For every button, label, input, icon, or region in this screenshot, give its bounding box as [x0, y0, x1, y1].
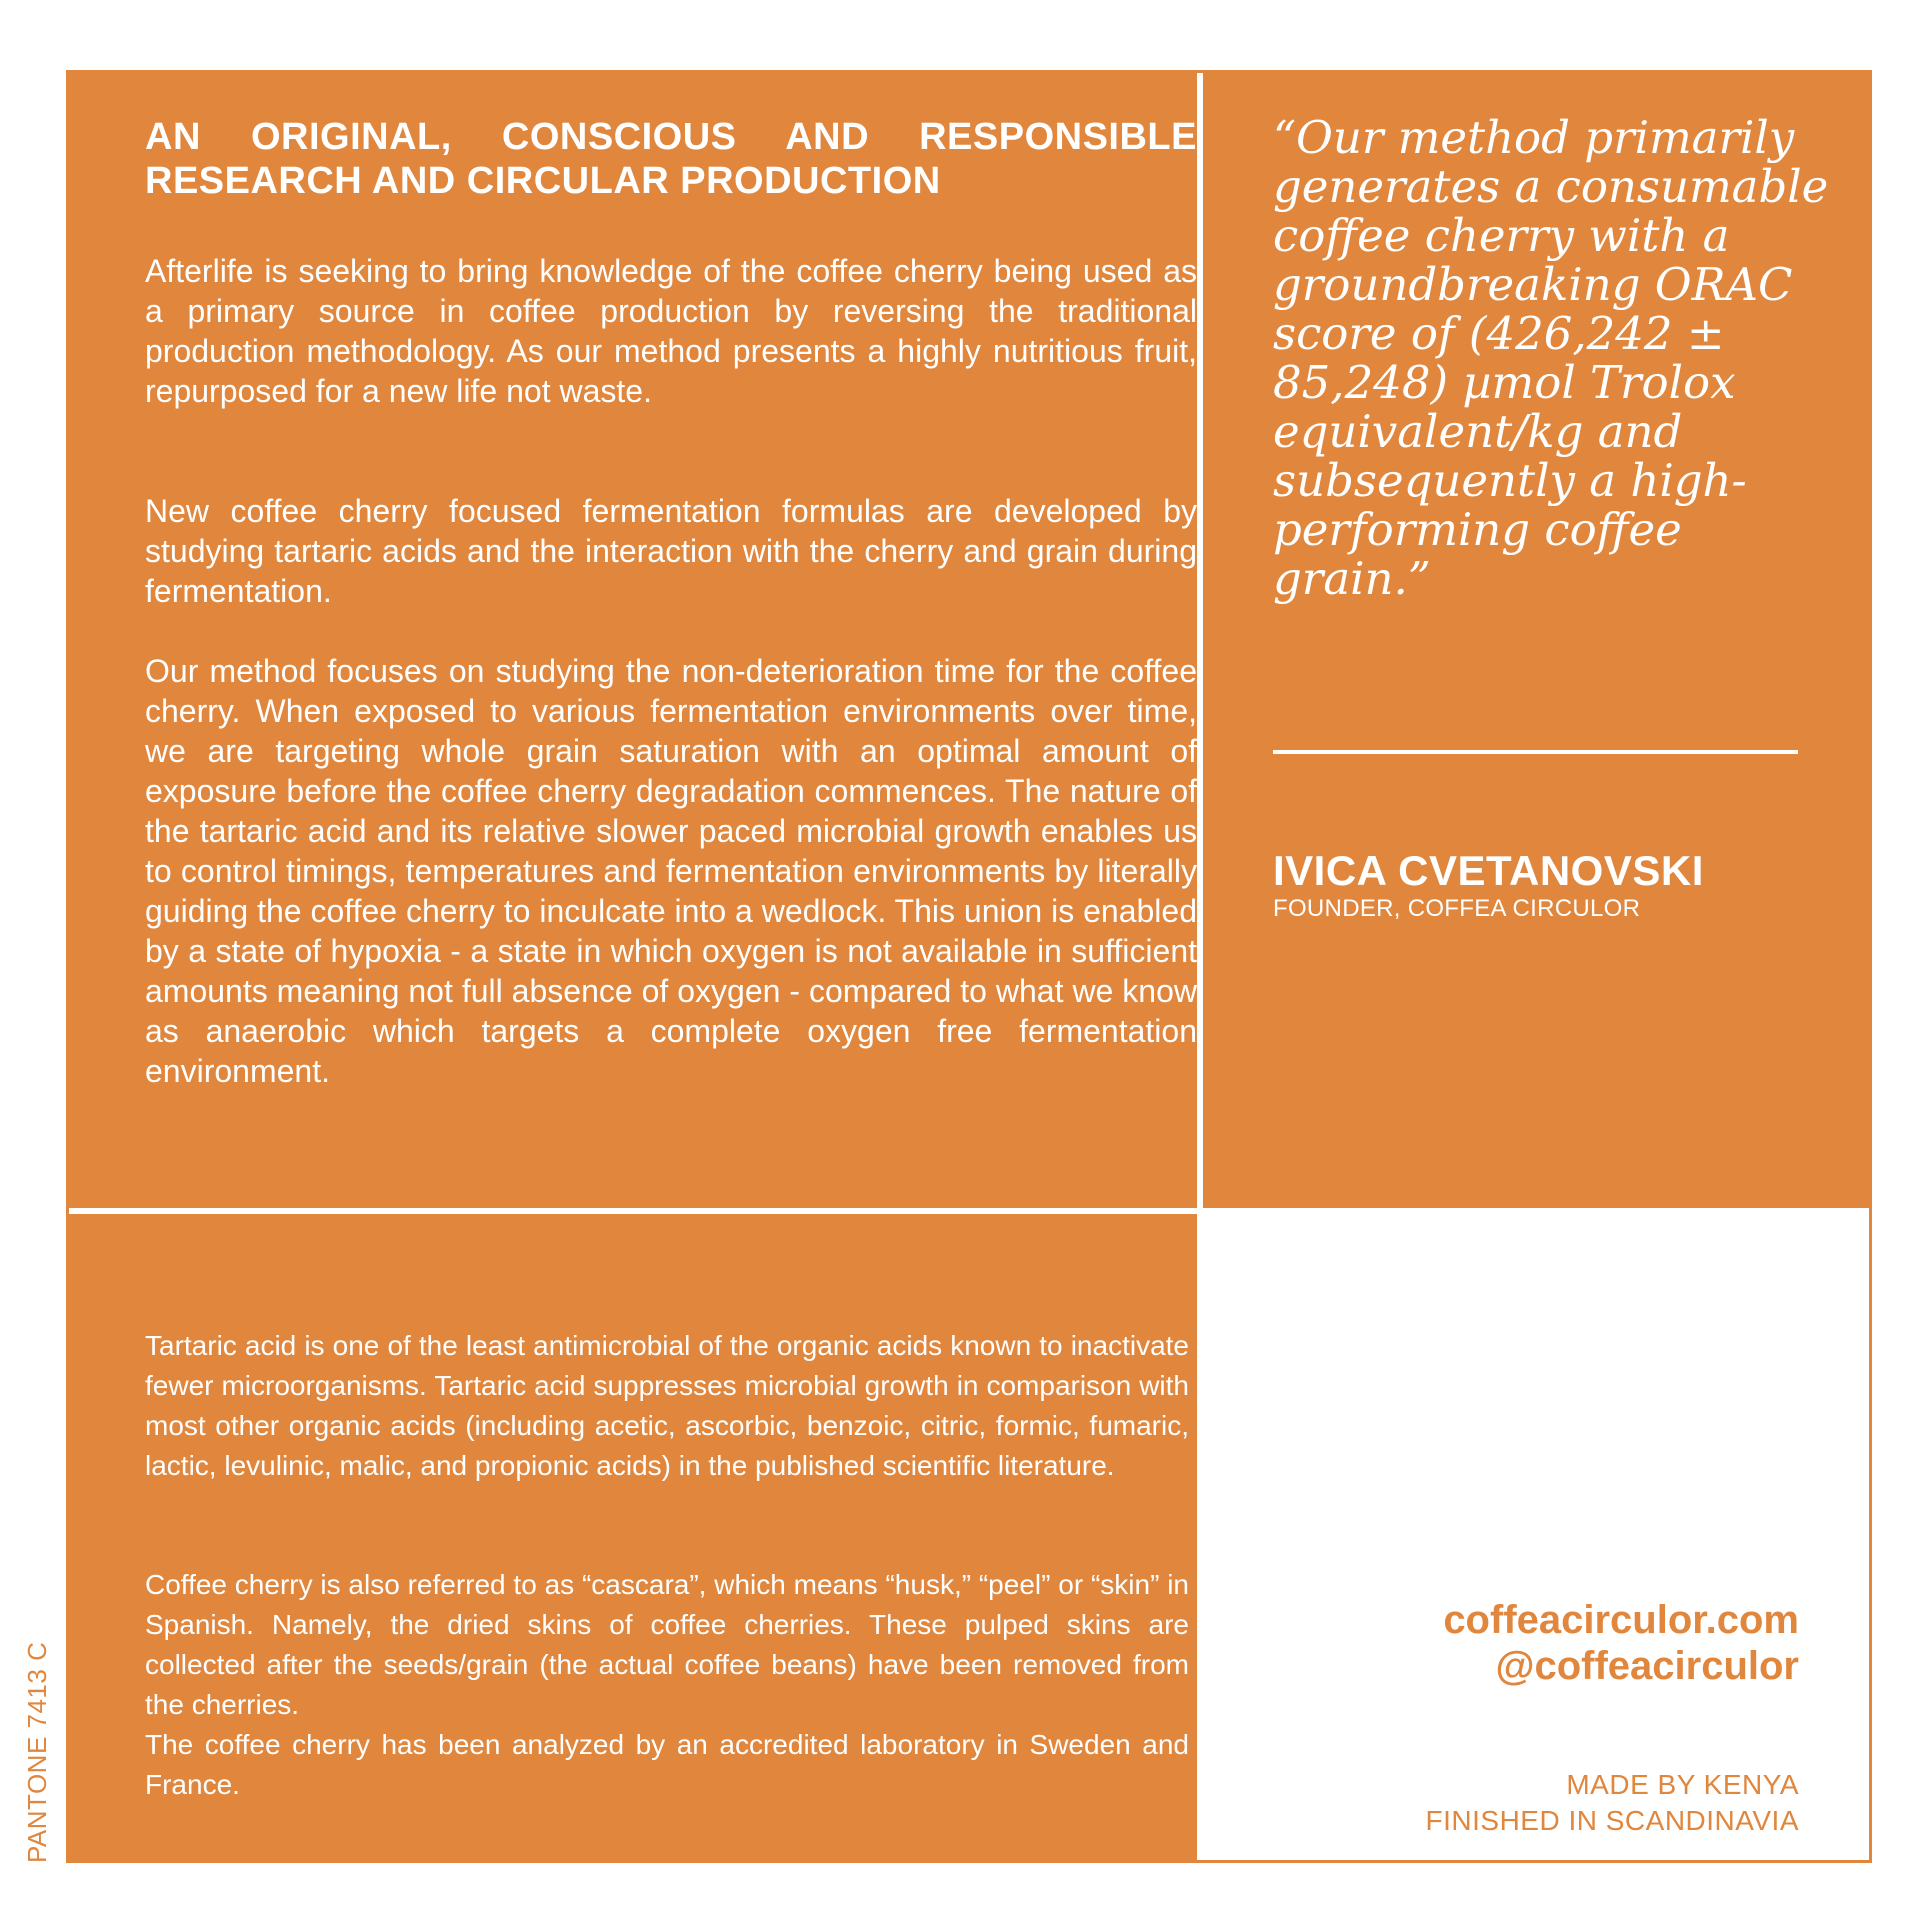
quote-author-role: FOUNDER, COFFEA CIRCULOR — [1273, 895, 1641, 922]
quote-divider — [1273, 750, 1798, 754]
paragraph-method: Our method focuses on studying the non-deterioration time for the coffee cherry. When exposed to various fermentation environments over time, we are targeting whole grain saturation with an optimal amount of exposure before the coffee cherry degradation commences. The nature of the tartaric acid and its relative slower paced microbial growth enables us to control timings, temperatures and fermentation environments by literally guiding the coffee cherry to inculcate into a wedlock. This union is enabled by a state of hypoxia - a state in which oxygen is not available in sufficient amounts meaning not full absence of oxygen - compared to what we know as anaerobic which targets a complete oxygen free fermentation environment. — [145, 653, 1197, 1089]
quote-author: IVICA CVETANOVSKI — [1273, 847, 1704, 894]
contact-block — [1443, 1597, 1799, 1689]
section-heading: AN ORIGINAL, CONSCIOUS AND RESPONSIBLE RESEARCH AND CIRCULAR PRODUCTION — [145, 116, 1197, 202]
origin-line-made: MADE BY KENYA — [1566, 1769, 1799, 1800]
paragraph-formulas: New coffee cherry focused fermentation formulas are developed by studying tartaric acids and the interaction with the cherry and grain during fermentation. — [145, 493, 1197, 609]
notes-panel — [69, 1214, 1197, 1860]
content-grid — [66, 70, 1872, 1863]
social-handle[interactable]: @coffeacirculor — [1495, 1644, 1799, 1688]
pantone-label: PANTONE 7413 C — [22, 1641, 52, 1863]
paragraph-afterlife: Afterlife is seeking to bring knowledge of the coffee cherry being used as a primary source in coffee production by reversing the traditional production methodology. As our method presents a highly nutritious fruit, repurposed for a new life not waste. — [145, 253, 1197, 409]
website-link[interactable]: coffeacirculor.com — [1443, 1598, 1799, 1642]
research-panel — [69, 73, 1197, 1208]
note-laboratory: The coffee cherry has been analyzed by an accredited laboratory in Sweden and France. — [145, 1729, 1189, 1800]
origin-block — [1426, 1767, 1799, 1839]
contact-panel — [1203, 1214, 1869, 1860]
note-cascara: Coffee cherry is also referred to as “cascara”, which means “husk,” “peel” or “skin” in Spanish. Namely, the dried skins of coffee cherries. These pulped skins are collected after the seeds/grain (the actual coffee beans) have been removed from the cherries. — [145, 1569, 1189, 1720]
origin-line-finished: FINISHED IN SCANDINAVIA — [1425, 1805, 1799, 1836]
founder-quote: “Our method primarily generates a consumable coffee cherry with a groundbreaking ORAC score of (426,242 ± 85,248) µmol Trolox equivalent/kg and subsequently a high-performing coffee grain.” — [1273, 111, 1829, 605]
note-tartaric-acid: Tartaric acid is one of the least antimicrobial of the organic acids known to inactivate fewer microorganisms. Tartaric acid suppresses microbial growth in comparison with most other organic acids (including acetic, ascorbic, benzoic, citric, formic, fumaric, lactic, levulinic, malic, and propionic acids) in the published scientific literature. — [145, 1330, 1189, 1481]
quote-panel — [1203, 73, 1869, 1208]
